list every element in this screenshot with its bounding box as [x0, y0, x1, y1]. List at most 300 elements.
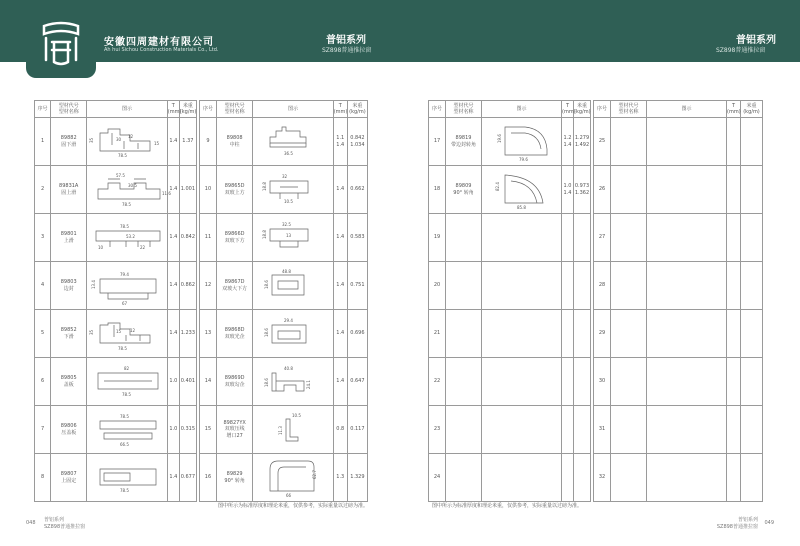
profile-drawing — [256, 217, 330, 259]
meter-weight — [741, 454, 763, 502]
col-t: T (mm) — [167, 101, 179, 118]
profile-code: 89829 — [226, 471, 243, 478]
left-table-header — [35, 101, 368, 118]
profile-code: 89865D — [224, 183, 245, 190]
left-note: 图中所示为标准厚度和理论米重，仅供参考，实际重量以过磅为准。 — [218, 503, 369, 509]
col-t: T (mm) — [727, 101, 741, 118]
profile-model — [611, 310, 647, 358]
profile-model — [217, 166, 253, 214]
thickness — [562, 214, 574, 262]
dimension-label: 30.5 — [128, 182, 137, 188]
dimension-label: 32 — [281, 173, 288, 179]
table-row — [35, 118, 368, 166]
row-number: 26 — [594, 166, 611, 214]
thickness: 1.3 — [333, 454, 347, 502]
profile-model — [611, 118, 647, 166]
meter-weight: 1.233 — [179, 310, 196, 358]
profile-picture — [647, 454, 727, 502]
profile-code: 89807 — [60, 471, 77, 478]
thickness: 1.4 — [167, 166, 179, 214]
dimension-label: 78.5 — [118, 152, 127, 158]
profile-drawing — [90, 169, 171, 211]
profile-model — [446, 214, 482, 262]
thickness: 1.4 — [167, 310, 179, 358]
footer-right-text — [717, 516, 758, 530]
dimension-label: 35 — [89, 137, 95, 143]
dimension-label: 10.5 — [291, 412, 301, 418]
thickness: 1.4 — [167, 214, 179, 262]
row-number: 32 — [594, 454, 611, 502]
profile-picture — [482, 310, 562, 358]
row-number: 18 — [429, 166, 446, 214]
left-series-title: 普铝系列 — [326, 35, 366, 46]
col-picture: 图示 — [253, 101, 333, 118]
row-number: 19 — [429, 214, 446, 262]
profile-model — [217, 454, 253, 502]
dimension-label: 78.5 — [122, 201, 131, 207]
row-number: 14 — [199, 358, 216, 406]
col-model: 型材代号 型材名称 — [51, 101, 87, 118]
row-number: 29 — [594, 310, 611, 358]
row-number: 15 — [199, 406, 216, 454]
table-row — [429, 406, 763, 454]
dimension-label: 19.6 — [496, 133, 502, 143]
row-number: 21 — [429, 310, 446, 358]
profile-picture — [253, 454, 333, 502]
thickness: 1.4 — [167, 262, 179, 310]
profile-picture — [253, 310, 333, 358]
profile-model — [611, 454, 647, 502]
thickness — [727, 310, 741, 358]
thickness: 1.1 1.4 — [333, 118, 347, 166]
thickness — [562, 262, 574, 310]
meter-weight — [574, 214, 591, 262]
col-picture: 图示 — [647, 101, 727, 118]
row-number: 28 — [594, 262, 611, 310]
row-number: 10 — [199, 166, 216, 214]
profile-drawing — [256, 169, 330, 211]
thickness — [562, 310, 574, 358]
col-model: 型材代号 型材名称 — [217, 101, 253, 118]
dimension-label: 11.3 — [277, 425, 283, 435]
meter-weight: 0.842 — [179, 214, 196, 262]
logo-icon — [36, 20, 86, 70]
profile-model — [51, 166, 87, 214]
dimension-label: 79.4 — [120, 271, 129, 277]
profile-picture — [253, 358, 333, 406]
dimension-label: 82 — [124, 365, 130, 371]
thickness — [562, 454, 574, 502]
profile-model — [446, 262, 482, 310]
profile-name: 固下滑 — [61, 141, 77, 148]
profile-name: 带边封转角 — [450, 141, 476, 148]
table-row — [429, 310, 763, 358]
table-row — [35, 166, 368, 214]
profile-code: 89831A — [59, 183, 79, 190]
dimension-label: 18.8 — [261, 229, 267, 239]
thickness: 1.4 — [333, 166, 347, 214]
col-model: 型材代号 型材名称 — [446, 101, 482, 118]
profile-drawing — [90, 121, 164, 163]
profile-name: 盖板 — [63, 381, 74, 388]
dimension-label: 11.6 — [162, 190, 171, 196]
thickness: 1.0 1.4 — [562, 166, 574, 214]
row-number: 1 — [35, 118, 51, 166]
col-t: T (mm) — [562, 101, 574, 118]
thickness — [727, 118, 741, 166]
profile-picture — [647, 358, 727, 406]
profile-picture — [647, 310, 727, 358]
col-no: 序号 — [429, 101, 446, 118]
profile-picture — [253, 406, 333, 454]
col-no: 序号 — [35, 101, 51, 118]
dimension-label: 18.8 — [261, 181, 267, 191]
profile-name: 双玻压线 增口27 — [224, 426, 245, 439]
table-row — [429, 454, 763, 502]
dimension-label: 79.6 — [518, 156, 528, 162]
col-model: 型材代号 型材名称 — [611, 101, 647, 118]
dimension-label: 18.6 — [263, 327, 269, 337]
company-name-cn: 安徽四周建材有限公司 — [104, 37, 214, 48]
thickness: 1.2 1.4 — [562, 118, 574, 166]
company-name-en: Ah hui Sichou Construction Materials Co., Ltd. — [104, 47, 219, 53]
row-number: 6 — [35, 358, 51, 406]
profile-model — [446, 358, 482, 406]
profile-picture — [647, 118, 727, 166]
meter-weight: 0.315 — [179, 406, 196, 454]
profile-name: 中柱 — [229, 141, 240, 148]
profile-picture — [482, 406, 562, 454]
col-weight: 米重 (kg/m) — [179, 101, 196, 118]
profile-model — [51, 454, 87, 502]
profile-drawing — [485, 121, 559, 163]
profile-code: 89867D — [224, 279, 245, 286]
profile-model — [611, 166, 647, 214]
profile-name: 双玻上方 — [224, 189, 245, 196]
table-row — [429, 262, 763, 310]
row-number: 31 — [594, 406, 611, 454]
profile-drawing — [90, 361, 164, 403]
meter-weight: 0.973 1.362 — [574, 166, 591, 214]
profile-picture — [253, 118, 333, 166]
profile-picture — [482, 454, 562, 502]
footer-right-line1: 普铝系列 — [737, 517, 758, 523]
profile-drawing — [256, 265, 330, 307]
meter-weight: 0.583 — [347, 214, 367, 262]
dimension-label: 22 — [140, 244, 146, 250]
table-row — [35, 358, 368, 406]
profile-model — [611, 214, 647, 262]
meter-weight — [741, 214, 763, 262]
meter-weight: 0.662 — [347, 166, 367, 214]
profile-model — [611, 262, 647, 310]
profile-model — [51, 118, 87, 166]
thickness: 1.0 — [167, 406, 179, 454]
dimension-label: 15 — [116, 328, 122, 334]
profile-model — [51, 262, 87, 310]
profile-drawing — [90, 457, 164, 499]
table-row — [35, 406, 368, 454]
dimension-label: 62.7 — [311, 469, 317, 479]
thickness: 1.4 — [333, 214, 347, 262]
dimension-label: 12 — [128, 133, 134, 139]
profile-code: 89806 — [60, 423, 77, 430]
thickness: 1.4 — [333, 310, 347, 358]
meter-weight — [574, 358, 591, 406]
profile-name: 90° 转角 — [224, 477, 245, 484]
row-number: 4 — [35, 262, 51, 310]
profile-drawing — [256, 121, 330, 163]
dimension-label: 40.8 — [283, 365, 293, 371]
thickness — [727, 454, 741, 502]
right-profile-table — [428, 100, 763, 502]
profile-code: 89819 — [455, 135, 472, 142]
company-logo — [26, 16, 96, 78]
meter-weight — [741, 310, 763, 358]
profile-picture — [647, 214, 727, 262]
profile-picture — [253, 166, 333, 214]
thickness: 1.4 — [333, 358, 347, 406]
thickness — [727, 262, 741, 310]
dimension-label: 78.5 — [120, 223, 129, 229]
profile-name: 双玻光企 — [224, 333, 245, 340]
row-number: 17 — [429, 118, 446, 166]
dimension-label: 36.5 — [283, 150, 293, 156]
row-number: 2 — [35, 166, 51, 214]
profile-code: 89801 — [60, 231, 77, 238]
footer-left-line2: SZ898普通推拉窗 — [44, 524, 86, 530]
footer-left-line1: 普铝系列 — [44, 517, 65, 523]
row-number: 12 — [199, 262, 216, 310]
table-row — [429, 214, 763, 262]
right-series-title: 普铝系列 — [736, 35, 776, 46]
row-number: 11 — [199, 214, 216, 262]
thickness: 1.4 — [333, 262, 347, 310]
profile-code: 89869D — [224, 375, 245, 382]
profile-picture — [87, 406, 167, 454]
footer-left-text — [44, 516, 85, 530]
row-number: 30 — [594, 358, 611, 406]
profile-picture — [647, 262, 727, 310]
profile-code: 89852 — [60, 327, 77, 334]
meter-weight — [574, 262, 591, 310]
thickness: 0.8 — [333, 406, 347, 454]
row-number: 3 — [35, 214, 51, 262]
profile-model — [217, 358, 253, 406]
meter-weight — [741, 118, 763, 166]
col-picture: 图示 — [87, 101, 167, 118]
profile-model — [217, 310, 253, 358]
dimension-label: 18.6 — [263, 377, 269, 387]
meter-weight — [741, 358, 763, 406]
profile-code: 89803 — [60, 279, 77, 286]
col-t: T (mm) — [333, 101, 347, 118]
row-number: 8 — [35, 454, 51, 502]
dimension-label: 48.8 — [281, 268, 291, 274]
profile-code: 89866D — [224, 231, 245, 238]
profile-picture — [87, 214, 167, 262]
profile-name: 上固定 — [61, 477, 77, 484]
dimension-label: 35 — [89, 329, 95, 335]
dimension-label: 82.4 — [494, 181, 500, 191]
row-number: 24 — [429, 454, 446, 502]
meter-weight: 0.842 1.034 — [347, 118, 367, 166]
meter-weight: 1.001 — [179, 166, 196, 214]
right-series-sub: SZ898普通推拉窗 — [716, 47, 766, 54]
table-row — [429, 358, 763, 406]
profile-picture — [647, 406, 727, 454]
meter-weight: 1.329 — [347, 454, 367, 502]
profile-name: 下滑 — [63, 333, 74, 340]
table-row — [35, 310, 368, 358]
thickness — [562, 406, 574, 454]
profile-model — [51, 358, 87, 406]
row-number: 25 — [594, 118, 611, 166]
profile-name: 90° 转角 — [453, 189, 474, 196]
thickness — [727, 166, 741, 214]
dimension-label: 15 — [154, 140, 160, 146]
dimension-label: 78.5 — [118, 345, 127, 351]
meter-weight: 0.677 — [179, 454, 196, 502]
profile-picture — [87, 118, 167, 166]
dimension-label: 24.1 — [305, 379, 311, 389]
row-number: 9 — [199, 118, 216, 166]
meter-weight — [574, 310, 591, 358]
thickness: 1.0 — [167, 358, 179, 406]
meter-weight: 1.37 — [179, 118, 196, 166]
profile-model — [217, 406, 253, 454]
meter-weight — [741, 406, 763, 454]
profile-model — [51, 214, 87, 262]
dimension-label: 53.2 — [126, 233, 135, 239]
col-weight: 米重 (kg/m) — [741, 101, 763, 118]
profile-model — [446, 454, 482, 502]
thickness: 1.4 — [167, 118, 179, 166]
profile-picture — [647, 166, 727, 214]
row-number: 5 — [35, 310, 51, 358]
row-number: 20 — [429, 262, 446, 310]
row-number: 13 — [199, 310, 216, 358]
meter-weight: 0.751 — [347, 262, 367, 310]
profile-model — [611, 358, 647, 406]
profile-name: 上滑 — [63, 237, 74, 244]
profile-picture — [87, 358, 167, 406]
profile-picture — [87, 262, 167, 310]
dimension-label: 30 — [116, 136, 122, 142]
profile-model — [446, 406, 482, 454]
footer-right-line2: SZ898普通推拉窗 — [716, 524, 758, 530]
dimension-label: 78.5 — [120, 413, 129, 419]
profile-drawing — [256, 457, 330, 499]
thickness — [727, 358, 741, 406]
profile-model — [51, 310, 87, 358]
table-row — [35, 454, 368, 502]
profile-model — [51, 406, 87, 454]
dimension-label: 13 — [285, 232, 292, 238]
dimension-label: 57.5 — [116, 172, 125, 178]
thickness — [727, 214, 741, 262]
meter-weight — [741, 262, 763, 310]
dimension-label: 66.5 — [120, 441, 129, 447]
thickness: 1.4 — [167, 454, 179, 502]
dimension-label: 29.4 — [283, 317, 293, 323]
profile-model — [217, 262, 253, 310]
dimension-label: 13.4 — [91, 279, 97, 289]
profile-code: 89809 — [455, 183, 472, 190]
right-note: 图中所示为标准厚度和理论米重，仅供参考，实际重量以过磅为准。 — [432, 503, 583, 509]
col-no: 序号 — [594, 101, 611, 118]
profile-picture — [87, 454, 167, 502]
profile-picture — [253, 262, 333, 310]
row-number: 23 — [429, 406, 446, 454]
profile-name: 固上滑 — [61, 189, 77, 196]
profile-drawing — [90, 313, 164, 355]
meter-weight — [741, 166, 763, 214]
profile-drawing — [90, 265, 164, 307]
thickness — [727, 406, 741, 454]
dimension-label: 67 — [122, 300, 128, 306]
profile-name: 压盖板 — [61, 429, 77, 436]
profile-drawing — [256, 361, 330, 403]
left-profile-table — [34, 100, 368, 502]
profile-code: 89808 — [226, 135, 243, 142]
profile-picture — [482, 118, 562, 166]
row-number: 27 — [594, 214, 611, 262]
profile-drawing — [256, 313, 330, 355]
profile-name: 双玻勾企 — [224, 381, 245, 388]
profile-model — [446, 166, 482, 214]
meter-weight: 0.117 — [347, 406, 367, 454]
table-row — [35, 262, 368, 310]
profile-picture — [87, 166, 171, 214]
page-number-left: 048 — [26, 520, 36, 526]
dimension-label: 12 — [130, 327, 136, 333]
profile-code: 89827YX — [223, 420, 246, 427]
col-no: 序号 — [199, 101, 216, 118]
profile-model — [446, 118, 482, 166]
profile-drawing — [90, 217, 164, 259]
table-row — [35, 214, 368, 262]
thickness — [562, 358, 574, 406]
col-picture: 图示 — [482, 101, 562, 118]
profile-name: 双玻下方 — [224, 237, 245, 244]
profile-model — [611, 406, 647, 454]
dimension-label: 66 — [285, 492, 292, 498]
profile-name: 边封 — [63, 285, 74, 292]
row-number: 16 — [199, 454, 216, 502]
profile-code: 89805 — [60, 375, 77, 382]
profile-drawing — [90, 409, 164, 451]
meter-weight: 0.401 — [179, 358, 196, 406]
meter-weight: 0.862 — [179, 262, 196, 310]
dimension-label: 18.6 — [263, 279, 269, 289]
left-series-sub: SZ898普通推拉窗 — [322, 47, 372, 54]
profile-picture — [482, 262, 562, 310]
profile-code: 89882 — [60, 135, 77, 142]
dimension-label: 78.5 — [122, 391, 131, 397]
col-weight: 米重 (kg/m) — [574, 101, 591, 118]
profile-drawing — [485, 169, 559, 211]
row-number: 7 — [35, 406, 51, 454]
profile-picture — [87, 310, 167, 358]
meter-weight — [574, 454, 591, 502]
dimension-label: 32.5 — [281, 221, 291, 227]
table-row — [429, 118, 763, 166]
dimension-label: 78.5 — [120, 487, 129, 493]
table-row — [429, 166, 763, 214]
page-number-right: 049 — [764, 520, 774, 526]
profile-picture — [482, 358, 562, 406]
